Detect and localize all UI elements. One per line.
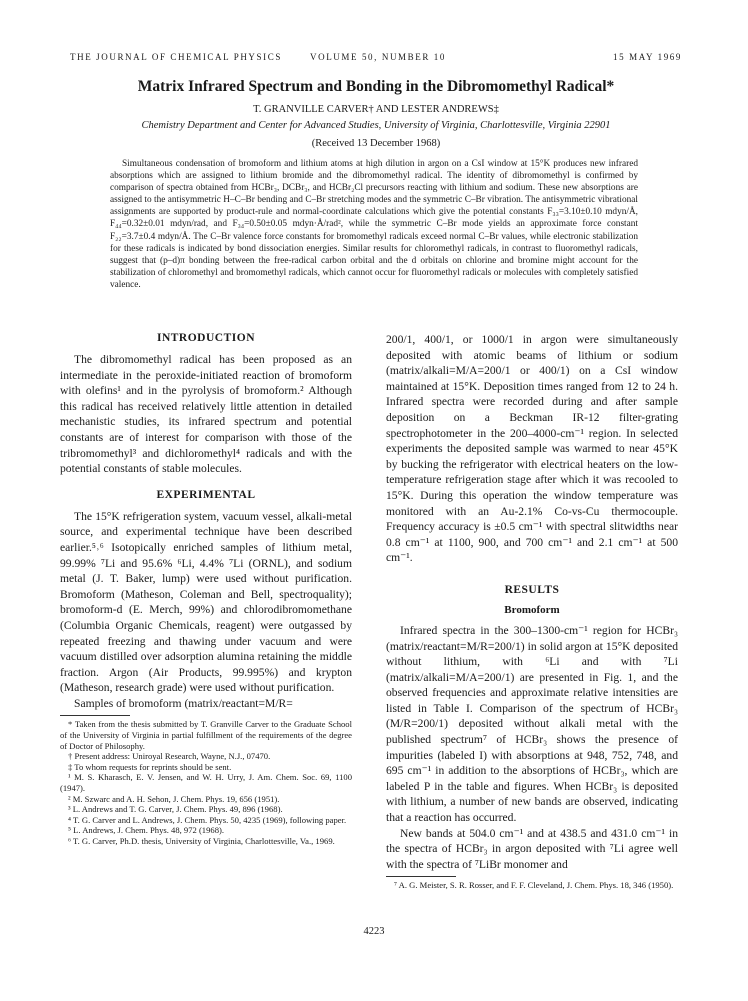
abstract-text: Simultaneous condensation of bromoform and lithium atoms at high dilution in argon on a CsI window at 15°K produces new infrared absorptions which are assigned to lithium bromide and the dibromomethyl radical. The identity of dibromomethyl is confirmed by comparison of spectra obtained from HCBr₃, DCBr₃, and HCBr₂Cl precursors reacting with lithium and sodium. These new absorptions are assigned to the antisymmetric H–C–Br bending and C–Br stretching modes and the symmetric C–Br vibration. The antisymmetric vibrational assignments are supported by product-rule and normal-coordinate calculations which give the potential constants F₃₃=3.10±0.10 mdyn/Å, F₄₄=0.32±0.01 mdyn/rad, and F₃₄=0.50±0.05 mdyn·Å/rad², while the symmetric C–Br mode yields an approximate force constant F₂₂=3.7±0.4 mdyn/Å. The C–Br valence force constants for bromomethyl radicals exceed normal C–Br values, while electronic stabilization for these radicals is indicated by bond dissociation energies. Similar results for chloromethyl radicals, in contrast to fluoromethyl radicals, suggest that (p–d)π bonding between the free-radical carbon orbital and the d orbitals on chlorine and bromine might account for the stabilization of chloromethyl and bromomethyl radicals, which cannot occur for fluoromethyl radicals or molecules with completely satisfied valence. <box>110 159 638 290</box>
bromoform-subheading: Bromoform <box>504 603 560 616</box>
experimental-paragraph-2: Samples of bromoform (matrix/reactant=M/R= <box>74 696 293 710</box>
footnote: ³ L. Andrews and T. G. Carver, J. Chem. Phys. 49, 896 (1968). <box>68 804 283 815</box>
received-date: (Received 13 December 1968) <box>311 138 441 149</box>
introduction-paragraph: The dibromomethyl radical has been proposed as an intermediate in the peroxide-initiated reaction of bromoform with olefins¹ and in the pyrolysis of bromoform.² Although this radical has received relatively little attention in detailed mechanistic studies, its infrared spectrum and potential constants are of interest for comparison with those of the tribromomethyl³ and dichloromethyl⁴ radicals and with the potential constants of stable molecules. <box>60 353 352 476</box>
footnote: ¹ M. S. Kharasch, E. V. Jensen, and W. H. Urry, J. Am. Chem. Soc. 69, 1100 (1947). <box>60 772 352 794</box>
footnotes-right <box>386 880 678 891</box>
experimental-continued: 200/1, 400/1, or 1000/1 in argon were simultaneously deposited with atomic beams of lithium or sodium (matrix/alkali=M/A=200/1 or 400/1) on a CsI window maintained at 15°K. Deposition times ranged from 12 to 24 h. Infrared spectra were recorded during and after sample deposition on a Beckman IR-12 filter-grating spectrophotometer in the 200–4000-cm⁻¹ region. In selected experiments the deposited sample was warmed to near 45°K by bucking the refrigerator with electrical heaters on the low-temperature refrigeration stage after which it was recooled to 15°K. During this operation the window temperature was monitored with an Au-2.1% Co-vs-Cu thermocouple. Frequency accuracy is ±0.5 cm⁻¹ with spectral slitwidths near 0.8 cm⁻¹ at 1100, 900, and 700 cm⁻¹ and 2.1 cm⁻¹ at 500 cm⁻¹. <box>386 333 678 565</box>
abstract <box>110 158 638 291</box>
paper-title: Matrix Infrared Spectrum and Bonding in the Dibromomethyl Radical* <box>137 78 615 95</box>
footnote-rule <box>386 876 456 877</box>
footnotes-left <box>60 719 352 846</box>
footnote: ² M. Szwarc and A. H. Sehon, J. Chem. Phys. 19, 656 (1951). <box>68 793 280 804</box>
footnote: ⁵ L. Andrews, J. Chem. Phys. 48, 972 (1968). <box>68 825 225 836</box>
results-paragraph: Infrared spectra in the 300–1300-cm⁻¹ region for HCBr₃ (matrix/reactant=M/R=200/1) in solid argon at 15°K deposited without lithium, with ⁶Li and with ⁷Li (matrix/alkali=M/A=200/1) are presented in Fig. 1, and the observed frequencies and approximate relative intensities are listed in Table I. Comparison of the spectrum of HCBr₃ (M/R=200/1) deposited without alkali metal with the published spectrum⁷ of HCBr₃ shows the presence of impurities (labeled I) with absorptions at 948, 752, 748, and 695 cm⁻¹ in addition to the absorptions of HCBr₃, which are labeled P in the table and figures. When HCBr₃ is deposited with lithium, a number of new bands are observed, indicating that a reaction has occurred. <box>386 623 678 825</box>
issue-date: 15 MAY 1969 <box>613 52 682 62</box>
results-paragraph-2: New bands at 504.0 cm⁻¹ and at 438.5 and 431.0 cm⁻¹ in the spectra of HCBr₃ in argon deposited with ⁷Li agree well with the spectra of ⁷LiBr monomer and <box>386 826 678 871</box>
footnote: ⁶ T. G. Carver, Ph.D. thesis, University of Virginia, Charlottesville, Va., 1969. <box>68 836 335 846</box>
footnote: ⁴ T. G. Carver and L. Andrews, J. Chem. Phys. 50, 4235 (1969), following paper. <box>68 814 347 825</box>
footnote: * Taken from the thesis submitted by T. Granville Carver to the Graduate School of the University of Virginia in partial fulfillment of the requirements of the degree of Doctor of Philosophy. <box>60 719 352 751</box>
page-number: 4223 <box>363 926 385 937</box>
running-header <box>70 52 682 66</box>
footnote: † Present address: Uniroyal Research, Wayne, N.J., 07470. <box>68 751 271 762</box>
experimental-paragraph: The 15°K refrigeration system, vacuum vessel, alkali-metal source, and experimental technique have been described earlier.⁵˒⁶ Isotopically enriched samples of lithium metal, 99.99% ⁷Li and 95.6% ⁶Li, 4.4% ⁷Li (ORNL), and sodium metal (J. T. Baker, lump) were used without purification. Bromoform (Matheson, Coleman and Bell, spectroquality); bromoform-d (E. Merch, 99%) and chlorodibromomethane (Columbia Organic Chemicals, reagent) were outgassed by repeated freezing and thawing under vacuum and were vacuum distilled over adsorption alumina retaining the middle fraction. Argon (Air Products, 99.995%) and krypton (Matheson, research grade) were used without purification. <box>60 509 352 695</box>
affiliation: Chemistry Department and Center for Advanced Studies, University of Virginia, Charlottesville, Virginia 22901 <box>141 120 611 131</box>
footnote: ‡ To whom requests for reprints should be sent. <box>68 761 232 772</box>
volume-number: VOLUME 50, NUMBER 10 <box>310 52 447 62</box>
authors: T. GRANVILLE CARVER† AND LESTER ANDREWS‡ <box>253 104 499 115</box>
footnote-rule <box>60 715 130 716</box>
left-column <box>60 332 352 847</box>
results-heading: RESULTS <box>504 583 560 596</box>
right-column <box>386 332 678 891</box>
introduction-heading: INTRODUCTION <box>156 332 255 344</box>
experimental-heading: EXPERIMENTAL <box>156 488 256 501</box>
journal-name: THE JOURNAL OF CHEMICAL PHYSICS <box>70 52 282 62</box>
footnote: ⁷ A. G. Meister, S. R. Rosser, and F. F. Cleveland, J. Chem. Phys. 18, 346 (1950). <box>394 880 674 891</box>
